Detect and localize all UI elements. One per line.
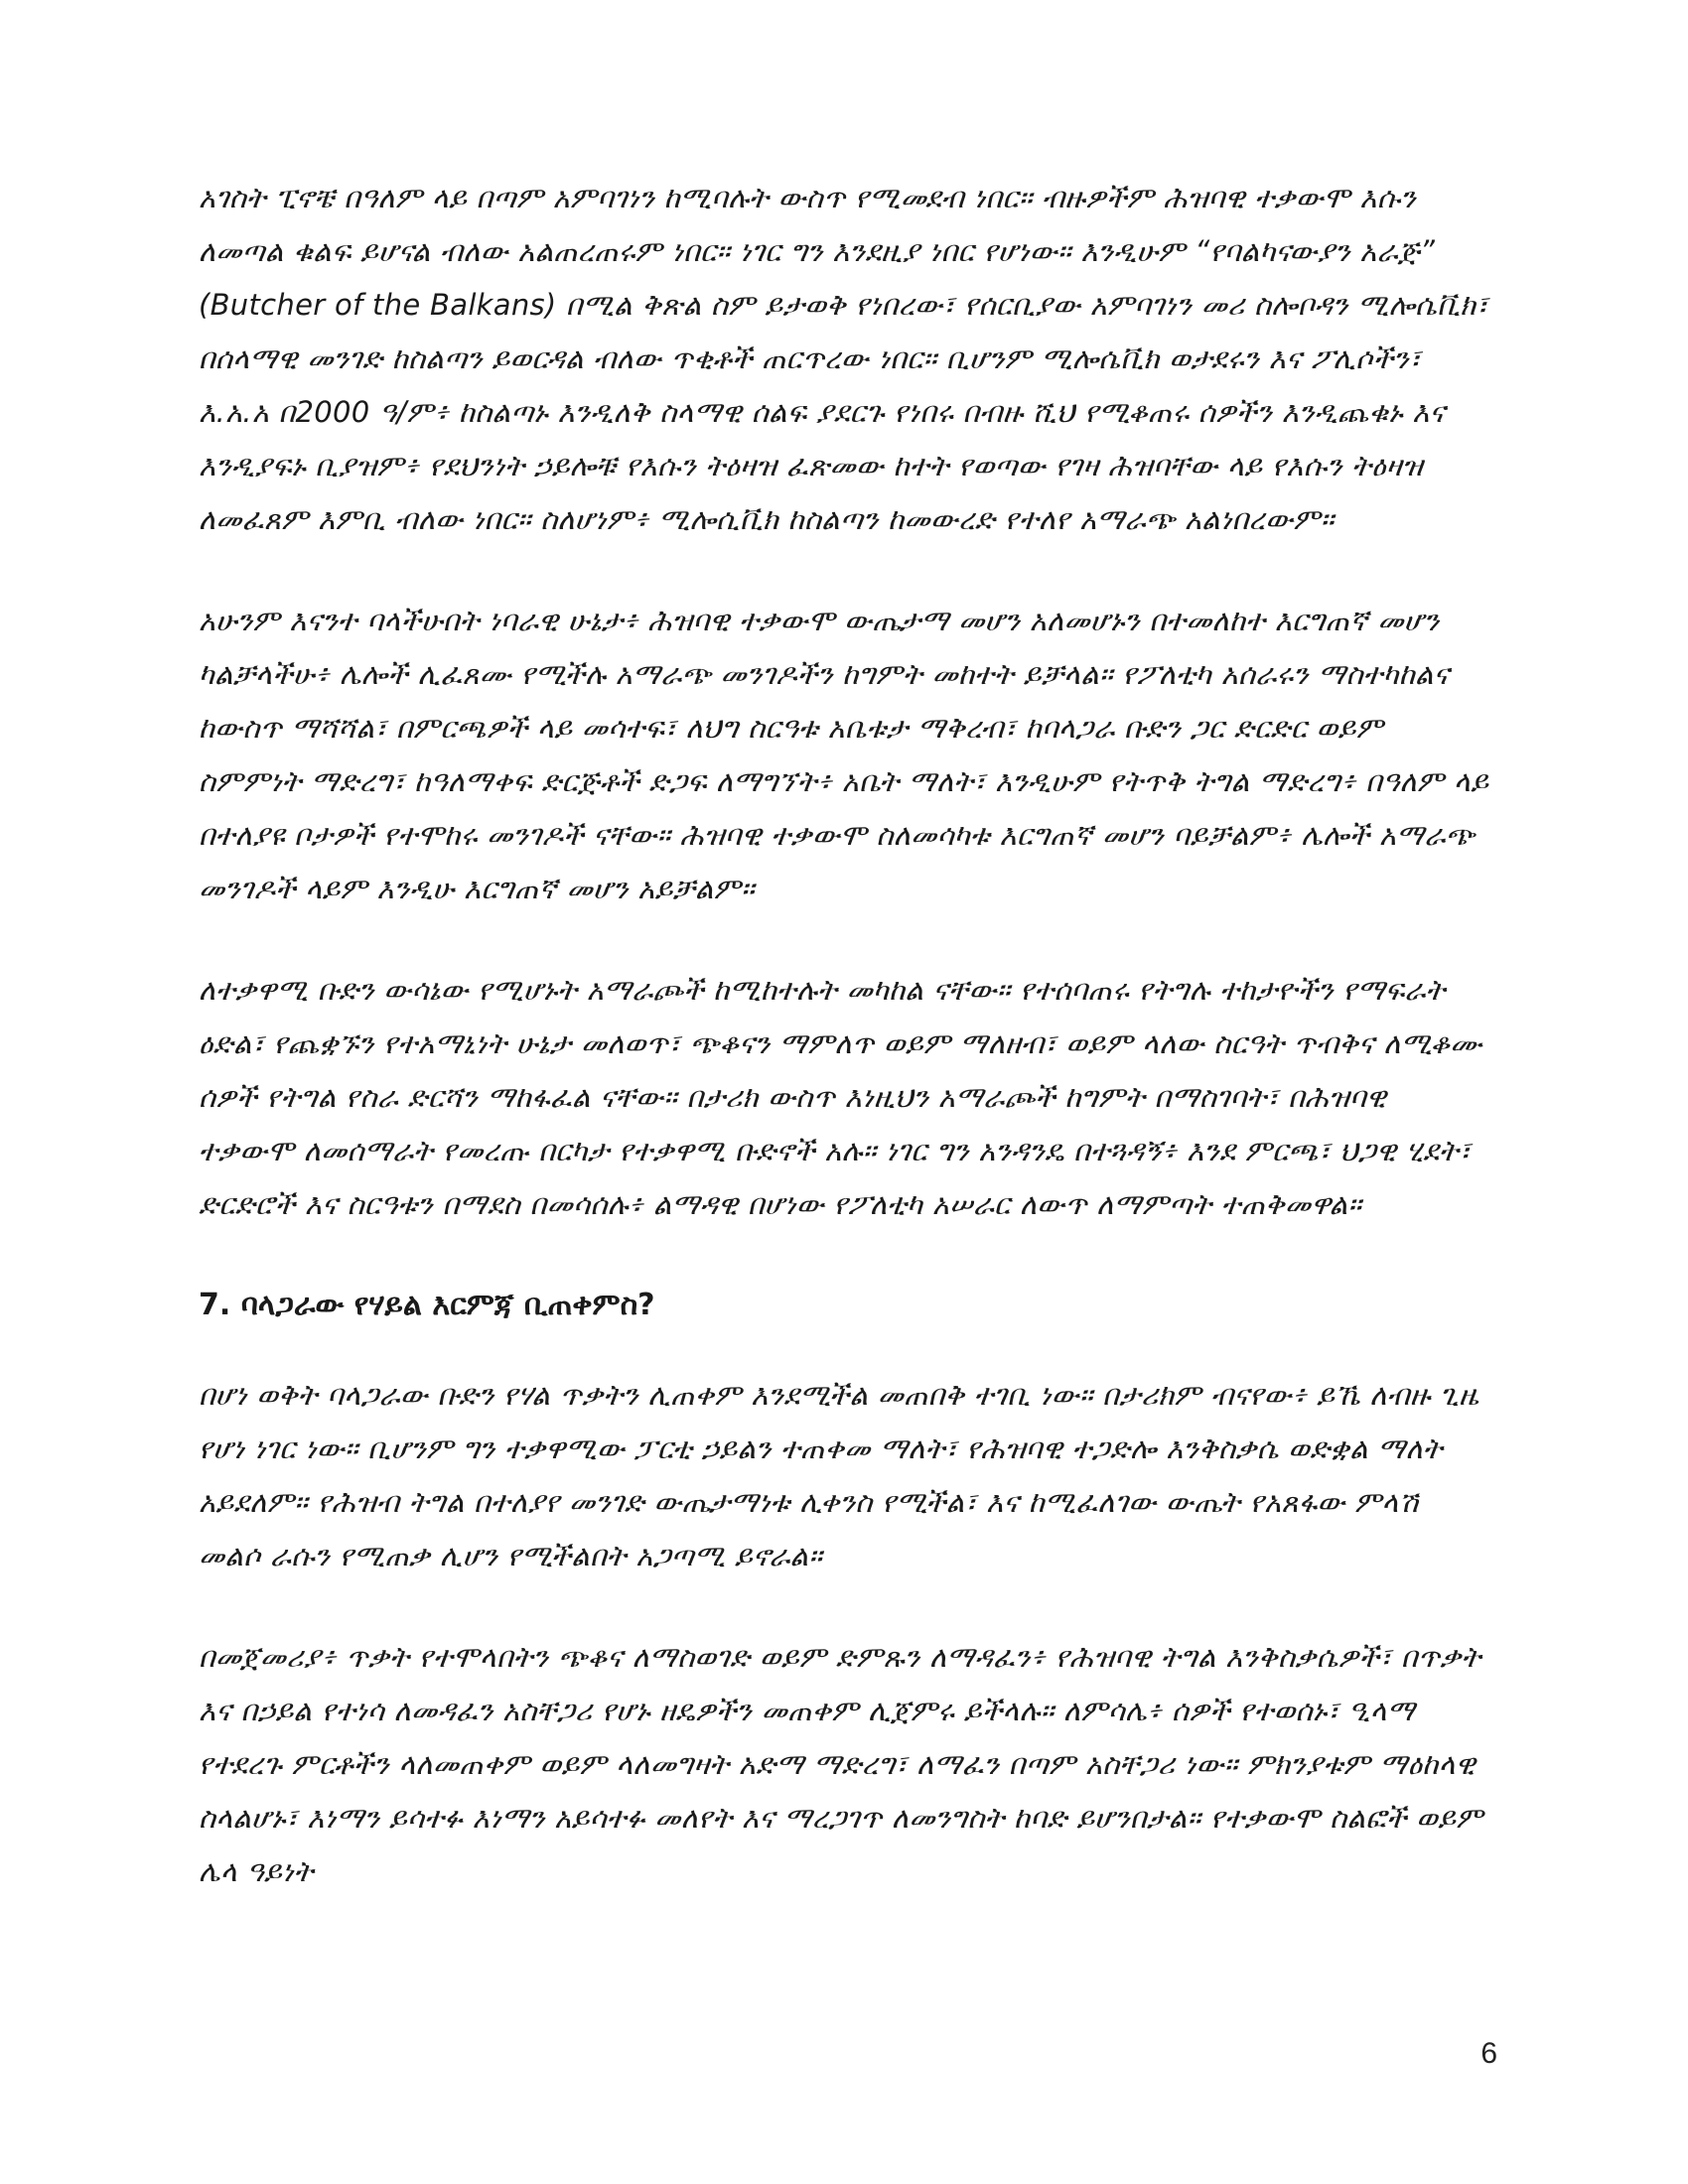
- paragraph: አሁንም እናንተ ባላችሁበት ነባራዊ ሁኔታ፥ ሕዝባዊ ተቃውሞ ውጤታማ መሆን አለመሆኑን በተመለከተ እርግጠኛ መሆን ካልቻላችሁ፥ ሌሎች ሊፈጸሙ የሚችሉ አማራጭ መንገዶችን ከግምት መከተት ይቻላል። የፖለቲካ አሰራሩን ማስተካከልና ከውስጥ ማሻሻል፣ በምርጫዎች ላይ መሳተፍ፣ ለህግ ስርዓቱ አቤቱታ ማቅረብ፣ ከባላጋራ ቡድን ጋር ድርድር ወይም ስምምነት ማድረግ፣ ከዓለማቀፍ ድርጅቶች ድጋፍ ለማግኘት፥ አቤት ማለት፣ እንዲሁም የትጥቅ ትግል ማድረግ፥ በዓለም ላይ በተለያዩ ቦታዎች የተሞከሩ መንገዶች ናቸው። ሕዝባዊ ተቃውሞ ስለመሳካቱ እርግጠኛ መሆን ባይቻልም፥ ሌሎች አማራጭ መንገዶች ላይም እንዲሁ እርግጠኛ መሆን አይቻልም።: [199, 604, 1489, 905]
- document-body: [199, 171, 1489, 1898]
- paragraph: በመጀመሪያ፥ ጥቃት የተሞላበትን ጭቆና ለማስወገድ ወይም ድምጹን ለማዳፈን፥ የሕዝባዊ ትግል እንቅስቃሴዎች፣ በጥቃት እና በኃይል የተነሳ ለመዳፈን አስቸጋሪ የሆኑ ዘዴዎችን መጠቀም ሊጀምሩ ይችላሉ። ለምሳሌ፥ ሰዎች የተወሰኑ፣ ዒላማ የተደረጉ ምርቶችን ላለመጠቀም ወይም ላለመግዛት አድማ ማድረግ፣ ለማፈን በጣም አስቸጋሪ ነው። ምክንያቱም ማዕከላዊ ስላልሆኑ፣ እነማን ይሳተፉ እነማን አይሳተፉ መለየት እና ማረጋገጥ ለመንግስት ከባድ ይሆንበታል። የተቃውሞ ስልፎች ወይም ሌላ ዓይነት: [199, 1640, 1483, 1888]
- paragraph: በሆነ ወቅት ባላጋራው ቡድን የሃል ጥቃትን ሊጠቀም እንደሚችል መጠበቅ ተገቢ ነው። በታሪክም ብናየው፥ ይኼ ለብዙ ጊዜ የሆነ ነገር ነው። ቢሆንም ግን ተቃዋሚው ፓርቲ ኃይልን ተጠቀመ ማለት፣ የሕዝባዊ ተጋድሎ እንቅስቃሴ ወድቋል ማለት አይደለም። የሕዝብ ትግል በተለያየ መንገድ ውጤታማነቱ ሊቀንስ የሚችል፣ እና ከሚፈለገው ውጤት የአጸፋው ምላሽ መልሶ ራሱን የሚጠቃ ሊሆን የሚችልበት አጋጣሚ ይኖራል።: [199, 1378, 1479, 1572]
- page-number: 6: [1480, 2037, 1497, 2070]
- section-heading: 7. ባላጋራው የሃይል እርምጃ ቢጠቀምስ?: [199, 1288, 655, 1322]
- paragraph: አገስት ፒኖቼ በዓለም ላይ በጣም አምባገነን ከሚባሉት ውስጥ የሚመደብ ነበር። ብዙዎችም ሕዝባዊ ተቃውሞ እሱን ለመጣል ቁልፍ ይሆናል ብለው አልጠረጠሩም ነበር። ነገር ግን እንደዚያ ነበር የሆነው። እንዲሁም “የባልካናውያን አራጅ” (Butcher of the Balkans) በሚል ቅጽል ስም ይታወቅ የነበረው፣ የሰርቢያው አምባገነን መሪ ስሎቦዳን ሚሎሴቪክ፣ በሰላማዊ መንገድ ከስልጣን ይወርዳል ብለው ጥቂቶች ጠርጥረው ነበር። ቢሆንም ሚሎሴቪክ ወታደሩን እና ፖሊሶችን፣ እ.አ.አ በ2000 ዓ/ም፥ ከስልጣኑ እንዲለቅ ስላማዊ ሰልፍ ያደርጉ የነበሩ በብዙ ሺህ የሚቆጠሩ ሰዎችን እንዲጨቁኑ እና እንዲያፍኑ ቢያዝም፥ የደህንነት ኃይሎቹ የእሱን ትዕዛዝ ፈጽመው ከተት የወጣው የገዛ ሕዝባቸው ላይ የእሱን ትዕዛዝ ለመፈጸም እምቢ ብለው ነበር። ስለሆነም፥ ሚሎሲቪክ ከስልጣን ከመውረድ የተለየ አማራጭ አልነበረውም።: [199, 181, 1488, 536]
- paragraph: ለተቃዋሚ ቡድን ውሳኔው የሚሆኑት አማራጮች ከሚከተሉት መካከል ናቸው። የተሰባጠሩ የትግሉ ተከታዮችን የማፍራት ዕድል፣ የጨቋኙን የተአማኒነት ሁኔታ መለወጥ፣ ጭቆናን ማምለጥ ወይም ማለዘብ፣ ወይም ላለው ስርዓት ጥብቅና ለሚቆሙ ሰዎች የትግል የስራ ድርሻን ማከፋፈል ናቸው። በታሪክ ውስጥ እነዚህን አማራጮች ከግምት በማስገባት፣ በሕዝባዊ ተቃውሞ ለመሰማራት የመረጡ በርካታ የተቃዋሚ ቡድኖች አሉ። ነገር ግን አንዳንዴ በተጓዳኝ፥ እንደ ምርጫ፣ ህጋዊ ሂደት፣ ድርድሮች እና ስርዓቱን በማደስ በመሳሰሉ፥ ልማዳዊ በሆነው የፖለቲካ አሠራር ለውጥ ለማምጣት ተጠቅመዋል።: [199, 973, 1482, 1221]
